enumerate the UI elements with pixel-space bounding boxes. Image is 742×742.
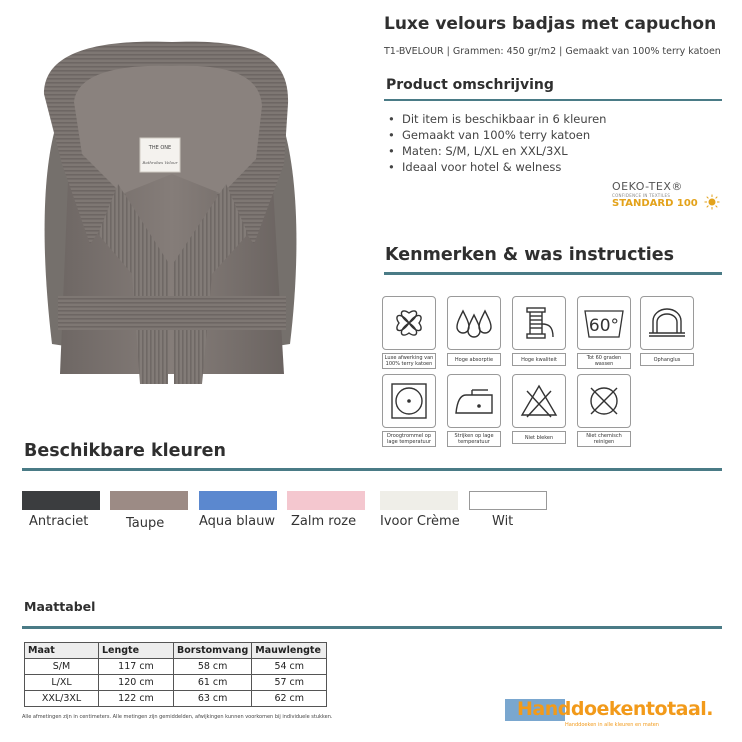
feature-label: Niet bleken [512,431,566,444]
product-subtitle: T1-BVELOUR | Grammen: 450 gr/m2 | Gemaakt van 100% terry katoen [384,46,721,57]
color-swatch-aqua-blauw [199,491,277,510]
color-name: Zalm roze [291,514,357,529]
tumble-dry-low-icon [389,381,429,421]
color-name: Ivoor Crème [380,514,460,529]
size-table [24,642,327,707]
table-cell: S/M [25,659,99,675]
table-cell: 57 cm [252,675,327,691]
fabric-weave-icon [389,303,429,343]
color-swatch-antraciet [22,491,100,510]
colors-heading: Beschikbare kleuren [24,441,226,461]
feature-quality [512,296,566,366]
description-bullet: • Dit item is beschikbaar in 6 kleuren [386,111,606,127]
size-table-heading: Maattabel [24,599,96,614]
oeko-brand: OEKO-TEX® [612,180,683,193]
table-cell: 62 cm [252,691,327,707]
robe-label-brand: THE ONE [148,145,172,151]
logo-name: Handdoekentotaal. [517,698,714,720]
feature-wash-60 [577,296,631,369]
feature-tumble-dry [382,374,436,447]
feature-label: Droogtrommel op lage temperatuur [382,431,436,447]
color-swatch-wit [469,491,547,510]
size-table-footnote: Alle afmetingen zijn in centimeters. Alle metingen zijn gemiddelden, afwijkingen kunnen voorkomen bij individuele stukken. [22,714,333,720]
color-swatch-taupe [110,491,188,510]
feature-label: Tot 60 graden wassen [577,353,631,369]
color-name: Wit [492,514,514,529]
column-header: Borstomvang [174,643,252,659]
color-name: Antraciet [29,514,89,529]
color-swatch-zalm-roze [287,491,365,510]
column-header: Maat [25,643,99,659]
table-cell: 58 cm [174,659,252,675]
iron-low-icon [452,381,496,421]
feature-label: Hoge kwaliteit [512,353,566,366]
feature-label: Luxe afwerking van 100% terry katoen [382,353,436,369]
no-bleach-icon [519,381,559,421]
feature-absorption [447,296,501,366]
product-image-bathrobe [22,14,322,394]
feature-iron-low [447,374,501,447]
features-rule [384,272,722,275]
description-bullet: • Ideaal voor hotel & welness [386,159,606,175]
feature-label: Ophanglus [640,353,694,366]
brand-logo [505,698,731,728]
description-list [386,111,606,175]
water-drops-icon [454,303,494,343]
color-name: Taupe [126,516,165,531]
logo-tagline: Handdoeken in alle kleuren en maten [565,722,659,728]
table-cell: 120 cm [99,675,174,691]
size-table-rule [22,626,722,629]
table-row [25,675,327,691]
table-cell: 61 cm [174,675,252,691]
description-heading: Product omschrijving [386,77,554,93]
column-header: Mauwlengte [252,643,327,659]
table-cell: 54 cm [252,659,327,675]
table-cell: 122 cm [99,691,174,707]
features-heading: Kenmerken & was instructies [385,245,675,265]
feature-label: Hoge absorptie [447,353,501,366]
description-bullet: • Gemaakt van 100% terry katoen [386,127,606,143]
oeko-tex-badge [612,180,722,214]
oeko-tagline: CONFIDENCE IN TEXTILES [612,193,671,198]
column-header: Lengte [99,643,174,659]
description-rule [384,99,722,101]
table-cell: 63 cm [174,691,252,707]
feature-hanging-loop [640,296,694,366]
table-row [25,691,327,707]
feature-no-bleach [512,374,566,444]
robe-label-script: Bathrobes Velour [142,160,178,165]
feature-no-dry-clean [577,374,631,447]
wash-temperature: 60° [588,316,620,336]
no-dry-clean-icon [584,381,624,421]
table-cell: L/XL [25,675,99,691]
color-swatch-ivoor-creme [380,491,458,510]
feature-label: Niet chemisch reinigen [577,431,631,447]
size-table-header-row [25,643,327,659]
table-cell: XXL/3XL [25,691,99,707]
wash-60-icon [582,303,626,343]
colors-rule [22,468,722,471]
oeko-standard: STANDARD 100 [612,198,698,209]
feature-finish [382,296,436,369]
thread-spool-icon [519,303,559,343]
hanging-loop-icon [647,303,687,343]
product-title: Luxe velours badjas met capuchon [384,14,717,34]
table-cell: 117 cm [99,659,174,675]
table-row [25,659,327,675]
description-bullet: • Maten: S/M, L/XL en XXL/3XL [386,143,606,159]
sun-icon [704,194,720,210]
feature-label: Strijken op lage temperatuur [447,431,501,447]
color-name: Aqua blauw [199,514,275,529]
